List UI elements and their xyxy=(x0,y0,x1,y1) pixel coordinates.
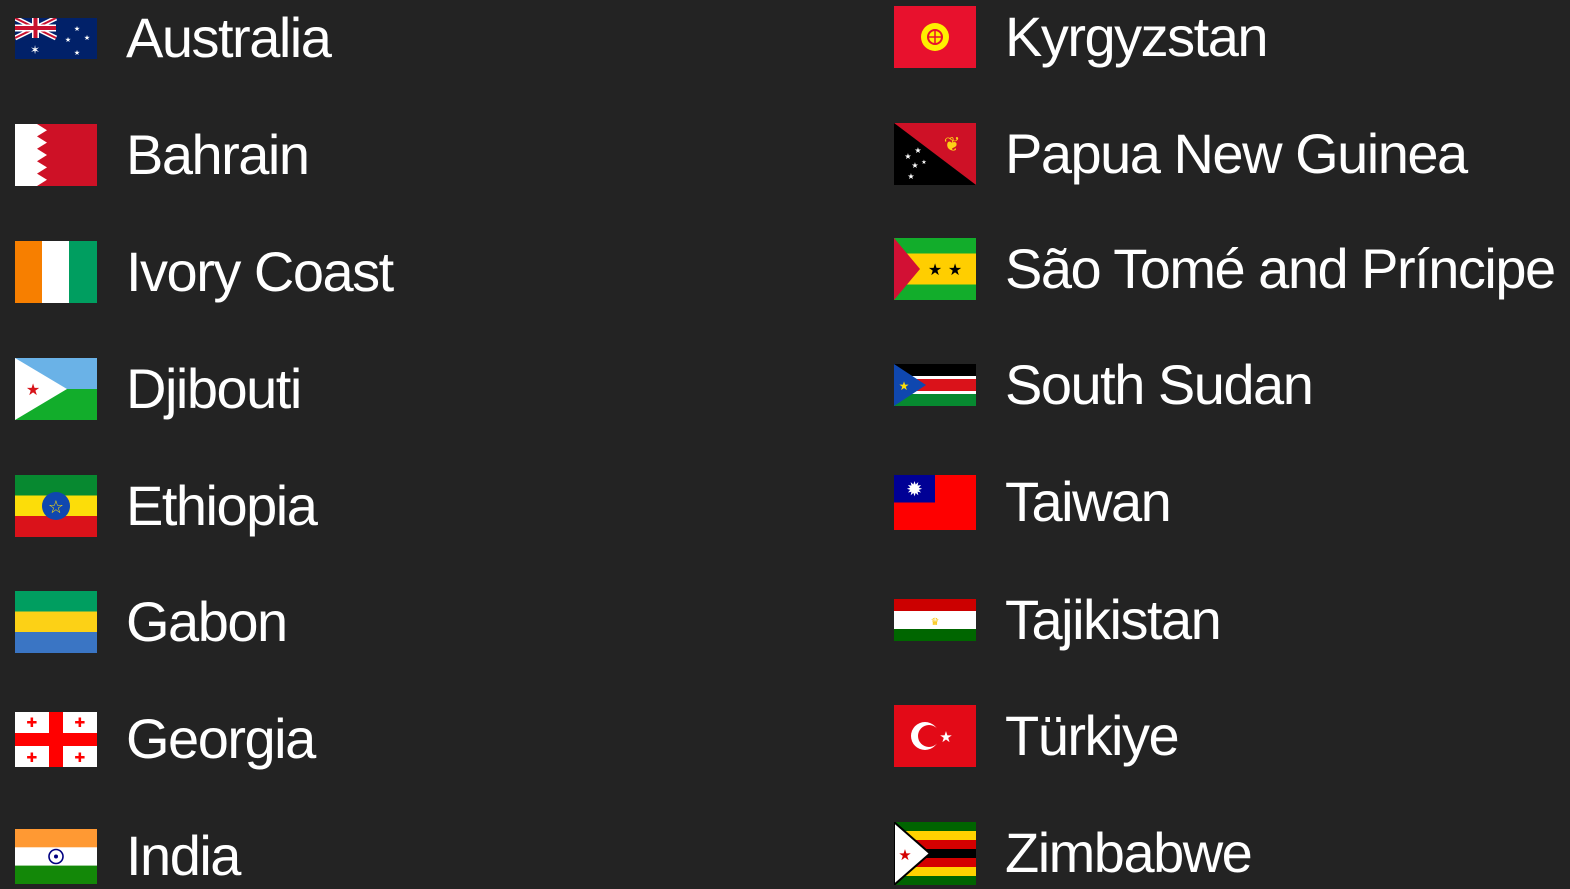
country-name: Djibouti xyxy=(126,357,301,420)
country-name: Türkiye xyxy=(1005,704,1179,767)
georgia-flag-icon xyxy=(15,708,97,770)
turkiye-flag-icon xyxy=(894,705,976,767)
country-name: Georgia xyxy=(126,707,315,770)
gabon-flag-icon xyxy=(15,591,97,653)
svg-text:❦: ❦ xyxy=(943,132,961,156)
list-item-turkiye[interactable] xyxy=(894,696,1178,776)
svg-text:★: ★ xyxy=(921,159,927,166)
list-item-ethiopia[interactable] xyxy=(15,466,316,546)
country-name: São Tomé and Príncipe xyxy=(1005,237,1555,300)
taiwan-flag-icon xyxy=(894,471,976,533)
svg-text:✚: ✚ xyxy=(74,750,86,766)
country-name: Kyrgyzstan xyxy=(1005,5,1267,68)
country-name: Gabon xyxy=(126,590,287,653)
svg-text:✚: ✚ xyxy=(74,715,86,731)
india-flag-icon xyxy=(15,825,97,887)
ethiopia-flag-icon xyxy=(15,475,97,537)
country-name: Ivory Coast xyxy=(126,240,393,303)
country-name: Papua New Guinea xyxy=(1005,122,1467,185)
svg-text:★: ★ xyxy=(73,48,81,57)
country-name: Bahrain xyxy=(126,123,309,186)
svg-text:✚: ✚ xyxy=(26,715,38,731)
list-item-australia[interactable] xyxy=(15,0,330,78)
svg-text:☆: ☆ xyxy=(47,497,65,518)
svg-text:★: ★ xyxy=(25,380,41,399)
list-item-taiwan[interactable] xyxy=(894,462,1170,542)
australia-flag-icon xyxy=(15,7,97,69)
papua-new-guinea-flag-icon xyxy=(894,123,976,185)
svg-text:♛: ♛ xyxy=(930,617,940,628)
sao-tome-and-principe-flag-icon xyxy=(894,238,976,300)
bahrain-flag-icon xyxy=(15,124,97,186)
south-sudan-flag-icon xyxy=(894,354,976,416)
svg-text:✶: ✶ xyxy=(29,42,41,57)
country-name: Taiwan xyxy=(1005,470,1171,533)
list-item-gabon[interactable] xyxy=(15,582,287,662)
ivory-coast-flag-icon xyxy=(15,241,97,303)
list-item-kyrgyzstan[interactable] xyxy=(894,0,1267,77)
svg-text:★: ★ xyxy=(83,33,91,42)
country-name: Australia xyxy=(126,6,331,69)
list-item-ivory-coast[interactable] xyxy=(15,232,393,312)
svg-text:★: ★ xyxy=(904,152,912,161)
country-name: Zimbabwe xyxy=(1005,821,1252,884)
country-name: Tajikistan xyxy=(1005,588,1221,651)
list-item-zimbabwe[interactable] xyxy=(894,813,1251,889)
list-item-sao-tome-and-principe[interactable] xyxy=(894,229,1555,309)
list-item-djibouti[interactable] xyxy=(15,349,301,429)
svg-text:✚: ✚ xyxy=(26,750,38,766)
svg-text:★: ★ xyxy=(939,728,953,746)
svg-text:★: ★ xyxy=(898,379,910,393)
svg-text:★: ★ xyxy=(73,24,81,33)
svg-text:★: ★ xyxy=(947,260,963,279)
list-item-india[interactable] xyxy=(15,816,240,889)
svg-text:★: ★ xyxy=(927,260,943,279)
svg-text:★: ★ xyxy=(64,35,72,44)
list-item-south-sudan[interactable] xyxy=(894,345,1312,425)
country-name: Ethiopia xyxy=(126,474,317,537)
svg-text:★: ★ xyxy=(911,161,919,170)
zimbabwe-flag-icon xyxy=(894,822,976,884)
svg-text:★: ★ xyxy=(898,845,912,864)
svg-text:★: ★ xyxy=(914,146,922,155)
country-name: South Sudan xyxy=(1005,353,1313,416)
country-name: India xyxy=(126,824,240,887)
svg-text:✹: ✹ xyxy=(906,476,923,501)
svg-text:★: ★ xyxy=(907,172,915,181)
tajikistan-flag-icon xyxy=(894,589,976,651)
list-item-georgia[interactable] xyxy=(15,699,315,779)
djibouti-flag-icon xyxy=(15,358,97,420)
list-item-tajikistan[interactable] xyxy=(894,580,1220,660)
kyrgyzstan-flag-icon xyxy=(894,6,976,68)
list-item-bahrain[interactable] xyxy=(15,115,309,195)
list-item-papua-new-guinea[interactable] xyxy=(894,114,1467,194)
